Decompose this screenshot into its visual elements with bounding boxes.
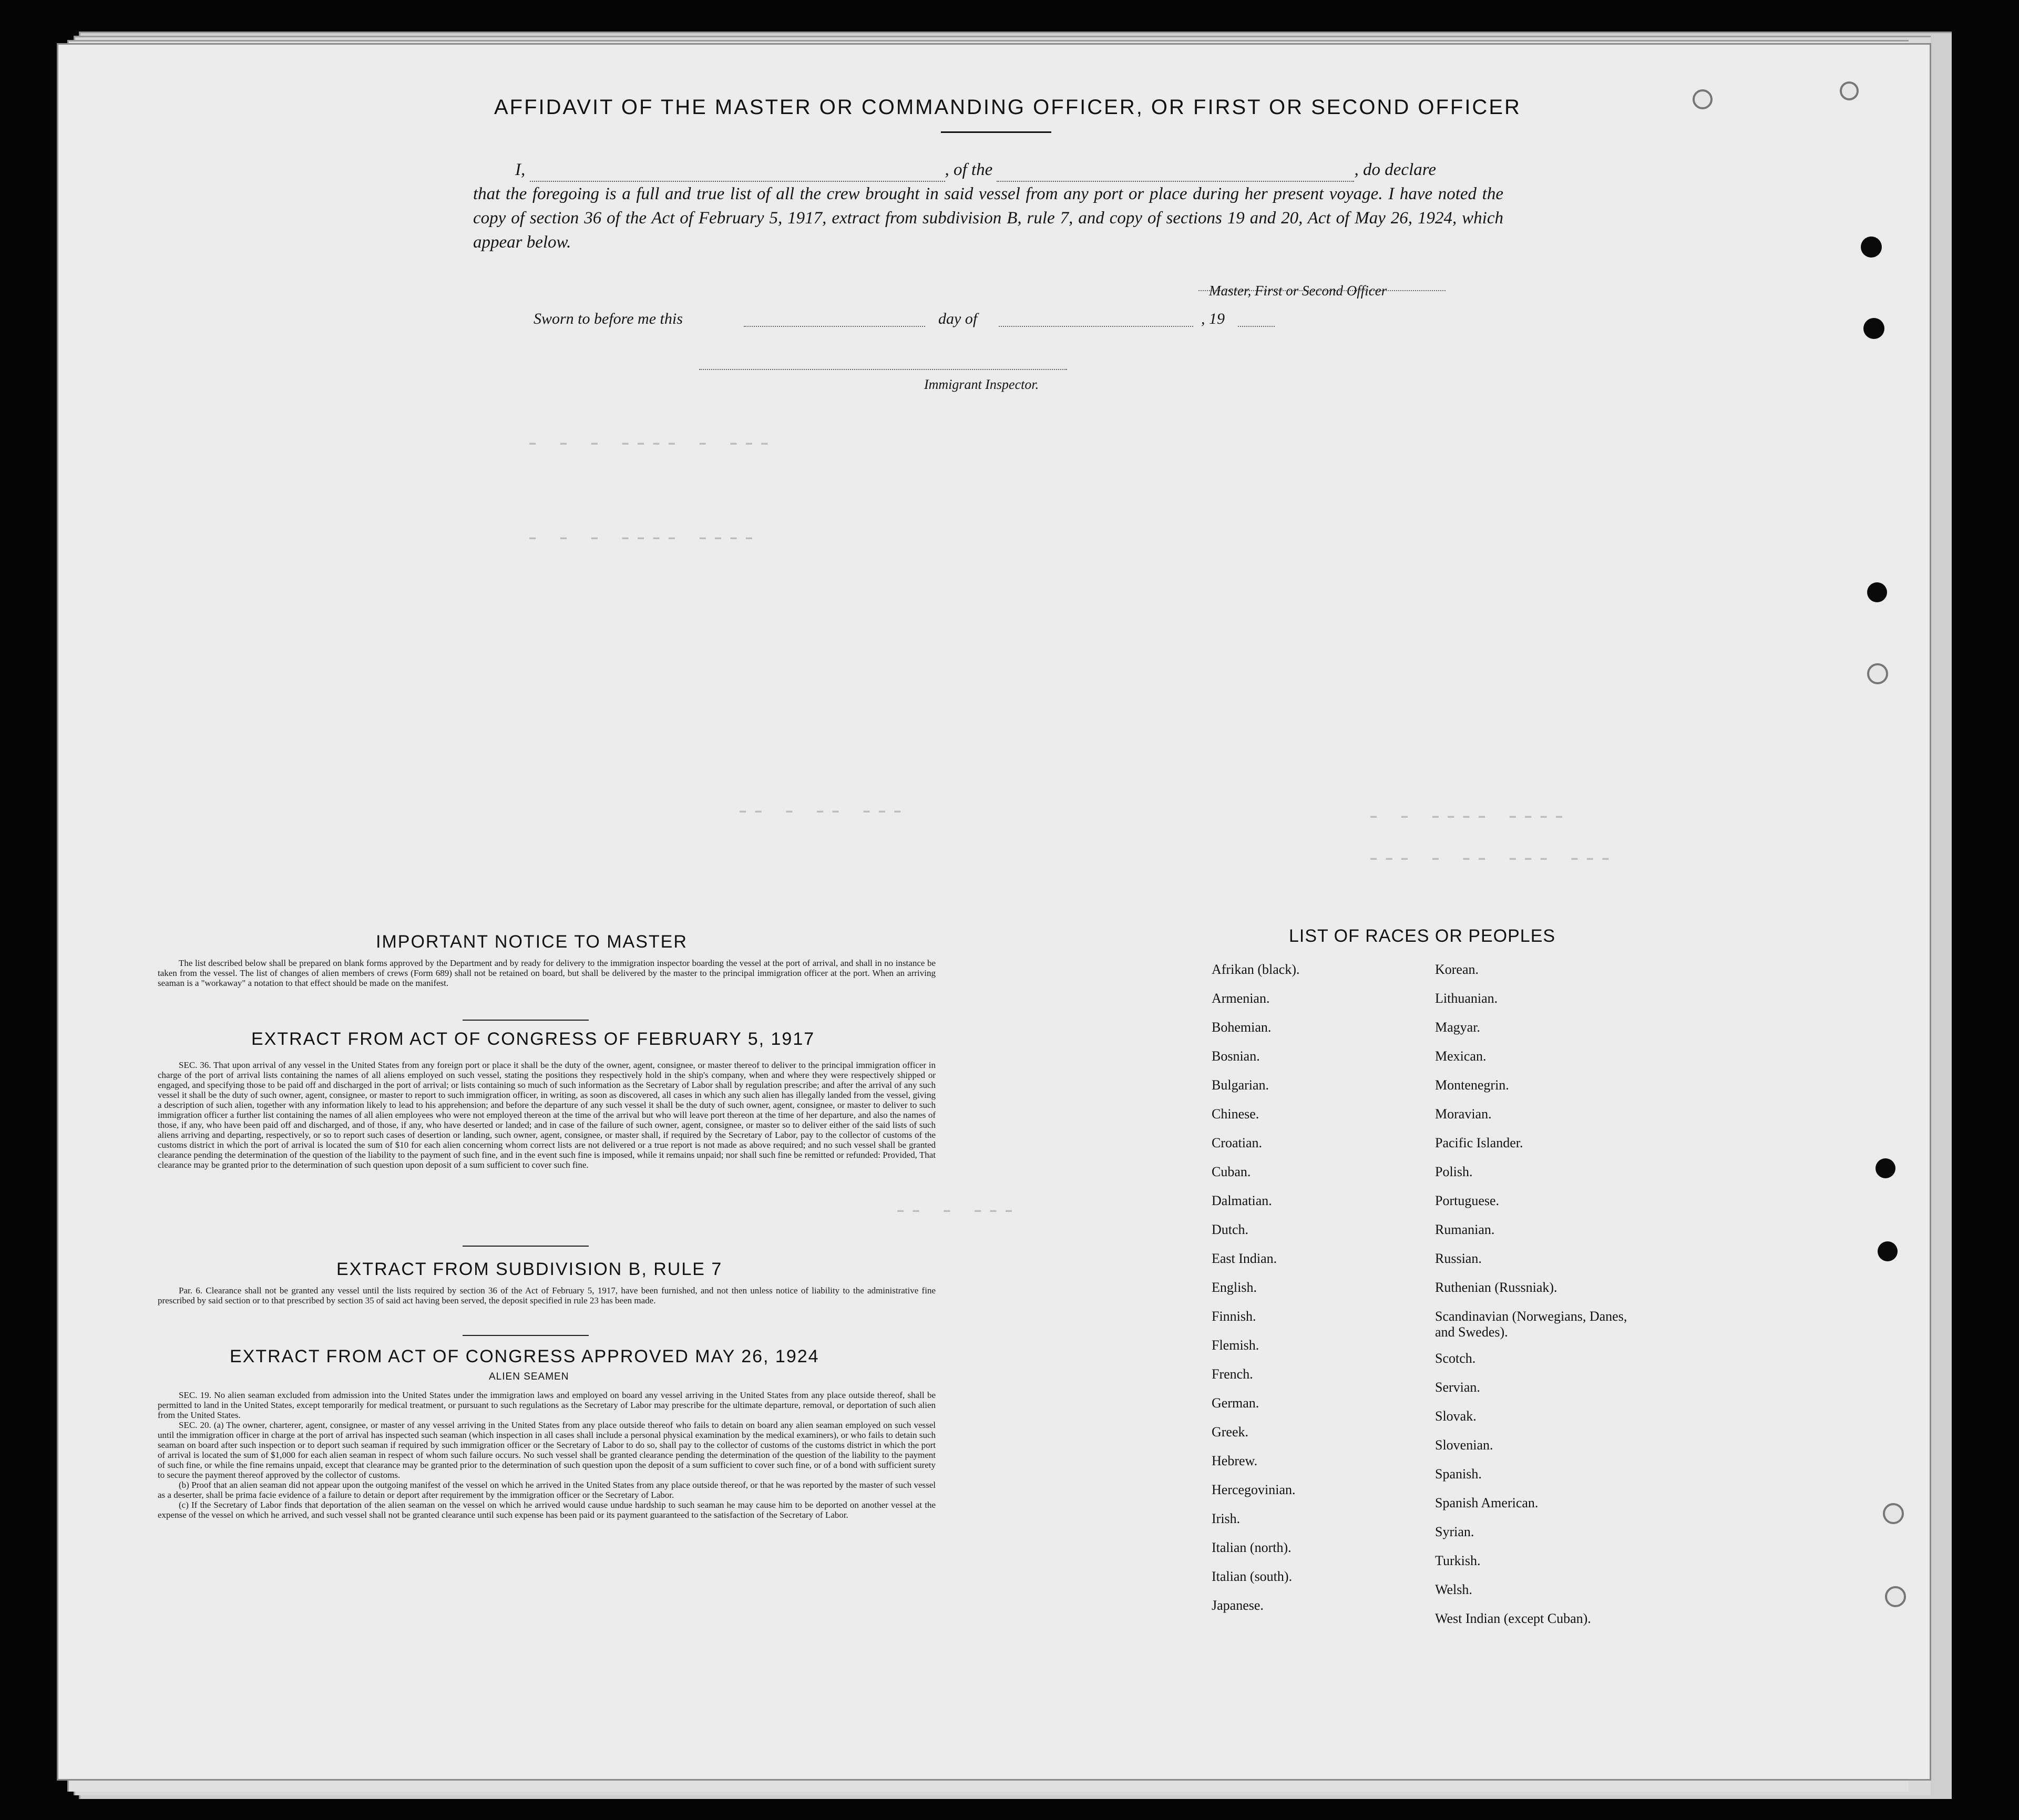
race-item: Syrian. [1435,1524,1474,1539]
punch-hole-icon [1885,1586,1906,1607]
race-item: Slovenian. [1435,1437,1493,1453]
race-item: Japanese. [1212,1598,1264,1613]
inspector-signature-line[interactable] [699,368,1067,370]
inspector-label: Immigrant Inspector. [924,377,1039,392]
day-of-label: day of [938,310,978,327]
race-item: Bulgarian. [1212,1077,1269,1093]
punch-hole-icon [1861,237,1882,258]
race-item: Dutch. [1212,1222,1249,1237]
year-label: , 19 [1201,310,1225,327]
punch-hole-icon [1875,1158,1895,1178]
race-item: East Indian. [1212,1251,1277,1266]
section-divider [463,1335,589,1336]
punch-hole-icon [1883,1503,1904,1524]
race-item: Croatian. [1212,1135,1263,1150]
race-item: French. [1212,1366,1253,1382]
extract-1924-body: SEC. 19. No alien seaman excluded from admission into the United States under the immigration laws and employed on board any vessel arriving in the United States from any place outside thereof, shall be permitted to land in the United States, except temporarily for medical treatment, or pursuant to such regulations as the Secretary of Labor may prescribe for the ultimate departure, removal, or deportation of such alien from the United States. SEC. 20. (a) The owner, charterer, agent, consignee, or master of any vessel arriving in the United States from any place outside thereof who fails to detain on board any alien seaman employed on such vessel until the immigration officer in charge at the port of arrival has inspected such seaman (which inspection in all cases shall include a personal physical examination by the medical examiners), or who fails to detain such seaman on board after such inspection or to deport such seaman if required by such immigration officer or the Secretary of Labor to do so, shall pay to the collector of customs of the customs district in which the port of arrival is located the sum of $1,000 for each alien seaman in respect of whom such failure occurs. No such vessel shall be granted clearance pending the determination of the question of the liability to the payment of such fine, or while the fine remains unpaid, except that clearance may be granted prior to the determination of such question upon the deposit of a sum sufficient to cover such fine, or of a bond with sufficient surety to secure the payment thereof approved by the collector of customs. (b) Proof that an alien seaman did not appear upon the outgoing manifest of the vessel on which he arrived in the United States from any place outside thereof, or that he was reported by the master of such vessel as a deserter, shall be prima facie evidence of a failure to detain or deport after requirement by the immigration officer or the Secretary of Labor. (c) If the Secretary of Labor finds that deportation of the alien seaman on the vessel on which he arrived would cause undue hardship to such seaman he may cause him to be deported on another vessel at the expense of the vessel on which he arrived, and such vessel shall not be granted clearance until such expense has been paid or its payment guaranteed to the satisfaction of the Secretary of Labor. [158,1390,936,1520]
race-item: Pacific Islander. [1435,1135,1523,1150]
race-item: Welsh. [1435,1582,1472,1597]
notice-title: IMPORTANT NOTICE TO MASTER [376,932,688,952]
section-divider [463,1246,589,1247]
race-item: Hebrew. [1212,1453,1258,1468]
race-item: Bohemian. [1212,1020,1272,1035]
day-field[interactable] [744,325,925,327]
race-item: Spanish. [1435,1466,1482,1482]
race-item: Polish. [1435,1164,1473,1179]
race-item: West Indian (except Cuban). [1435,1611,1591,1626]
notice-body: The list described below shall be prepared on blank forms approved by the Department and by ready for delivery to the immigration inspector boarding the vessel at the port of arrival, and shall in no instance be taken from the vessel. The list of changes of alien members of crews (Form 689) shall not be retained on board, but shall be delivered by the master to the principal immigration officer at the port. When an arriving seaman is a "workaway" a notation to that effect should be made on the manifest. [158,958,936,988]
name-field[interactable] [530,165,945,182]
race-item: Slovak. [1435,1408,1477,1424]
race-item: Scotch. [1435,1351,1476,1366]
race-item: Lithuanian. [1435,991,1498,1006]
race-item: Spanish American. [1435,1495,1539,1510]
race-item: Mexican. [1435,1048,1487,1064]
affidavit-title: AFFIDAVIT OF THE MASTER OR COMMANDING OFFICER, OR FIRST OR SECOND OFFICER [494,96,1521,119]
races-left-column [1212,962,1299,1627]
punch-hole-icon [1867,663,1888,684]
punch-hole-icon [1863,318,1884,339]
race-item: Italian (north). [1212,1540,1292,1555]
affidavit-statement [473,158,1503,254]
punch-hole-icon [1693,89,1713,109]
races-right-column [1435,962,1635,1640]
affidavit-body: that the foregoing is a full and true list of all the crew brought in said vessel from any port or place during her present voyage. I have noted the copy of section 36 of the Act of February 5, 1917, extract from subdivision B, rule 7, and copy of sections 19 and 20, Act of May 26, 1924, which appear below. [473,184,1503,252]
do-declare-label: , do declare [1354,160,1436,179]
race-item: Russian. [1435,1251,1482,1266]
extract-1924-title: EXTRACT FROM ACT OF CONGRESS APPROVED MAY 26, 1924 [230,1346,819,1366]
race-item: Finnish. [1212,1309,1256,1324]
of-the-label: , of the [945,160,993,179]
alien-seamen-subtitle: ALIEN SEAMEN [489,1371,569,1382]
race-item: Cuban. [1212,1164,1251,1179]
race-item: Greek. [1212,1424,1249,1439]
race-item: Scandinavian (Norwegians, Danes, and Swedes). [1435,1309,1627,1340]
race-item: Hercegovinian. [1212,1482,1296,1497]
title-underline [941,131,1051,133]
year-field[interactable] [1238,325,1275,327]
race-item: Dalmatian. [1212,1193,1272,1208]
race-item: Flemish. [1212,1338,1259,1353]
section-divider [463,1020,589,1021]
race-item: Montenegrin. [1435,1077,1509,1093]
extract-1917-body: SEC. 36. That upon arrival of any vessel in the United States from any foreign port or place it shall be the duty of the owner, agent, consignee, or master thereof to deliver to the principal immigration officer in charge of the port of arrival lists containing the names of all aliens employed on such vessel, stating the positions they respectively hold in the ship's company, when and where they were respectively shipped or engaged, and specifying those to be paid off and discharged in the port of arrival; or lists containing so much of such information as the Secretary of Labor shall by regulation prescribe; and after the arrival of any such vessel it shall be the duty of such owner, agent, consignee, or master to report to such immigration officer, in writing, as soon as discovered, all cases in which any such alien has illegally landed from the vessel, giving a description of such alien, together with any information likely to lead to his apprehension; and before the departure of any such vessel it shall be the duty of such owner, agent, consignee, or master to deliver to such immigration officer a further list containing the names of all alien employees who were not employed thereon at the time of the arrival but who will leave port thereon at the time of her departure, and also the names of those, if any, who have been paid off and discharged, and of those, if any, who have deserted or landed; and in case of the failure of such owner, agent, consignee, or master so to deliver either of the said lists of such aliens arriving and departing, respectively, or so to report such cases of desertion or landing, such owner, agent, consignee, or master shall, if required by the Secretary of Labor, pay to the collector of customs of the customs district in which the port of arrival is located the sum of $10 for each alien concerning whom correct lists are not delivered or a true report is not made as above required; and no such vessel shall be granted clearance pending the determination of the question of the liability to the payment of such fine, and in the event such fine is imposed, while it remains unpaid; nor shall such fine be remitted or refunded: Provided, That clearance may be granted prior to the determination of such question upon deposit of a sum sufficient to cover such fine. [158,1060,936,1170]
races-list-title: LIST OF RACES OR PEOPLES [1289,926,1556,946]
race-item: Rumanian. [1435,1222,1495,1237]
extract-1917-title: EXTRACT FROM ACT OF CONGRESS OF FEBRUARY 5, 1917 [251,1029,815,1049]
race-item: Turkish. [1435,1553,1481,1568]
race-item: Korean. [1435,962,1479,977]
race-item: English. [1212,1280,1257,1295]
race-item: Bosnian. [1212,1048,1260,1064]
punch-hole-icon [1878,1241,1898,1261]
race-item: Portuguese. [1435,1193,1500,1208]
race-item: Moravian. [1435,1106,1492,1122]
vessel-field[interactable] [997,165,1354,182]
master-signature-label: Master, First or Second Officer [1209,283,1387,299]
race-item: Armenian. [1212,991,1270,1006]
race-item: Italian (south). [1212,1569,1293,1584]
race-item: Servian. [1435,1380,1480,1395]
form-page [57,43,1931,1781]
race-item: German. [1212,1395,1259,1411]
race-item: Ruthenian (Russniak). [1435,1280,1557,1295]
i-label: I, [515,160,526,179]
sworn-label: Sworn to before me this [534,310,683,327]
race-item: Irish. [1212,1511,1241,1526]
race-item: Chinese. [1212,1106,1259,1122]
rule-7-title: EXTRACT FROM SUBDIVISION B, RULE 7 [336,1259,723,1279]
race-item: Afrikan (black). [1212,962,1300,977]
race-item: Magyar. [1435,1020,1480,1035]
rule-7-body: Par. 6. Clearance shall not be granted any vessel until the lists required by section 36 of the Act of February 5, 1917, have been furnished, and not then unless notice of liability to the administrative fine prescribed by said section or to that prescribed by section 35 of said act having been served, the deposit specified in rule 23 has been made. [158,1286,936,1305]
month-field[interactable] [999,325,1193,327]
punch-hole-icon [1867,582,1887,602]
punch-hole-icon [1840,81,1859,100]
